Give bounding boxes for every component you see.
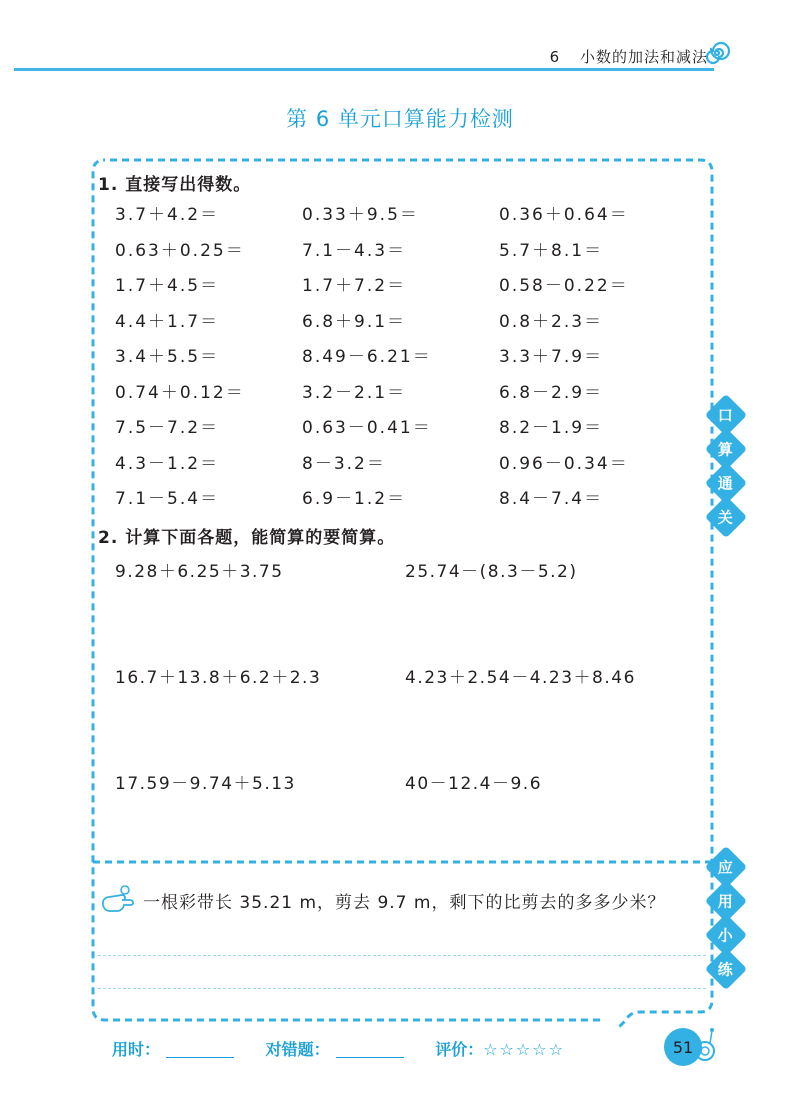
tag-char: 算: [705, 428, 747, 470]
correct-field: 对错题：: [266, 1037, 404, 1060]
snail-icon: [690, 1025, 720, 1065]
rating-field: 评价：☆☆☆☆☆: [435, 1040, 565, 1059]
problem: 0.36＋0.64＝: [499, 205, 629, 225]
section-2-title: 2. 计算下面各题，能简算的要简算。: [98, 528, 396, 548]
pointing-hand-icon: [100, 883, 136, 915]
problem: 0.63－0.41＝: [302, 418, 432, 438]
header-rule: [14, 68, 714, 71]
problem: 0.63＋0.25＝: [115, 240, 245, 261]
problem: 8.49－6.21＝: [302, 347, 432, 367]
calc-problem: 25.74－(8.3－5.2): [405, 562, 578, 582]
problem: 0.33＋9.5＝: [302, 205, 419, 225]
problem: 5.7＋8.1＝: [499, 240, 604, 261]
page-number: 51: [664, 1028, 702, 1066]
problem: 3.3＋7.9＝: [499, 347, 604, 367]
calc-problem: 4.23＋2.54－4.23＋8.46: [405, 668, 636, 688]
side-tag-application: [707, 852, 745, 984]
tag-char: 练: [705, 948, 747, 990]
calc-problem: 17.59－9.74＋5.13: [115, 774, 296, 794]
spiral-icon: [704, 40, 730, 66]
tag-char: 关: [705, 496, 747, 538]
application-question: 一根彩带长 35.21 m，剪去 9.7 m，剩下的比剪去的多多少米？: [143, 893, 666, 913]
chapter-title: 小数的加法和减法: [579, 48, 708, 66]
calc-problem: 40－12.4－9.6: [405, 774, 543, 794]
problem: 3.7＋4.2＝: [115, 205, 220, 225]
problem: 3.4＋5.5＝: [115, 347, 220, 367]
problem: 8.4－7.4＝: [499, 489, 604, 509]
chapter-number: 6: [549, 48, 561, 66]
problem: 0.58－0.22＝: [499, 276, 629, 296]
problem: 4.4＋1.7＝: [115, 311, 220, 332]
problem: 0.74＋0.12＝: [115, 382, 245, 403]
section-1-title: 1. 直接写出得数。: [98, 175, 252, 195]
problem: 8－3.2＝: [302, 453, 386, 474]
tag-char: 口: [705, 394, 747, 436]
problem: 6.8＋9.1＝: [302, 311, 407, 332]
problem: 0.8＋2.3＝: [499, 311, 604, 332]
problem: 8.2－1.9＝: [499, 418, 604, 438]
problem: 1.7＋4.5＝: [115, 276, 220, 296]
problem: 7.1－5.4＝: [115, 489, 220, 509]
oral-arithmetic-grid: [115, 200, 679, 520]
problem: 4.3－1.2＝: [115, 453, 220, 474]
chapter-header: [550, 46, 708, 67]
tag-char: 通: [705, 462, 747, 504]
page-title: 第 6 单元口算能力检测: [286, 107, 514, 131]
star-rating-icon: ☆☆☆☆☆: [483, 1040, 565, 1059]
side-tag-oral: [707, 400, 745, 532]
calc-problem: 16.7＋13.8＋6.2＋2.3: [115, 668, 322, 688]
tag-char: 应: [705, 846, 747, 888]
calc-problem: 9.28＋6.25＋3.75: [115, 562, 284, 582]
tag-char: 用: [705, 880, 747, 922]
problem: 1.7＋7.2＝: [302, 276, 407, 296]
problem: 6.8－2.9＝: [499, 382, 604, 403]
answer-line: [98, 955, 706, 956]
footer: [112, 1037, 591, 1060]
tag-char: 小: [705, 914, 747, 956]
problem: 6.9－1.2＝: [302, 489, 407, 509]
problem: 3.2－2.1＝: [302, 382, 407, 403]
problem: 7.5－7.2＝: [115, 418, 220, 438]
answer-line: [98, 988, 706, 989]
time-field: 用时：: [112, 1037, 234, 1060]
problem: 7.1－4.3＝: [302, 240, 407, 261]
problem: 0.96－0.34＝: [499, 453, 629, 474]
